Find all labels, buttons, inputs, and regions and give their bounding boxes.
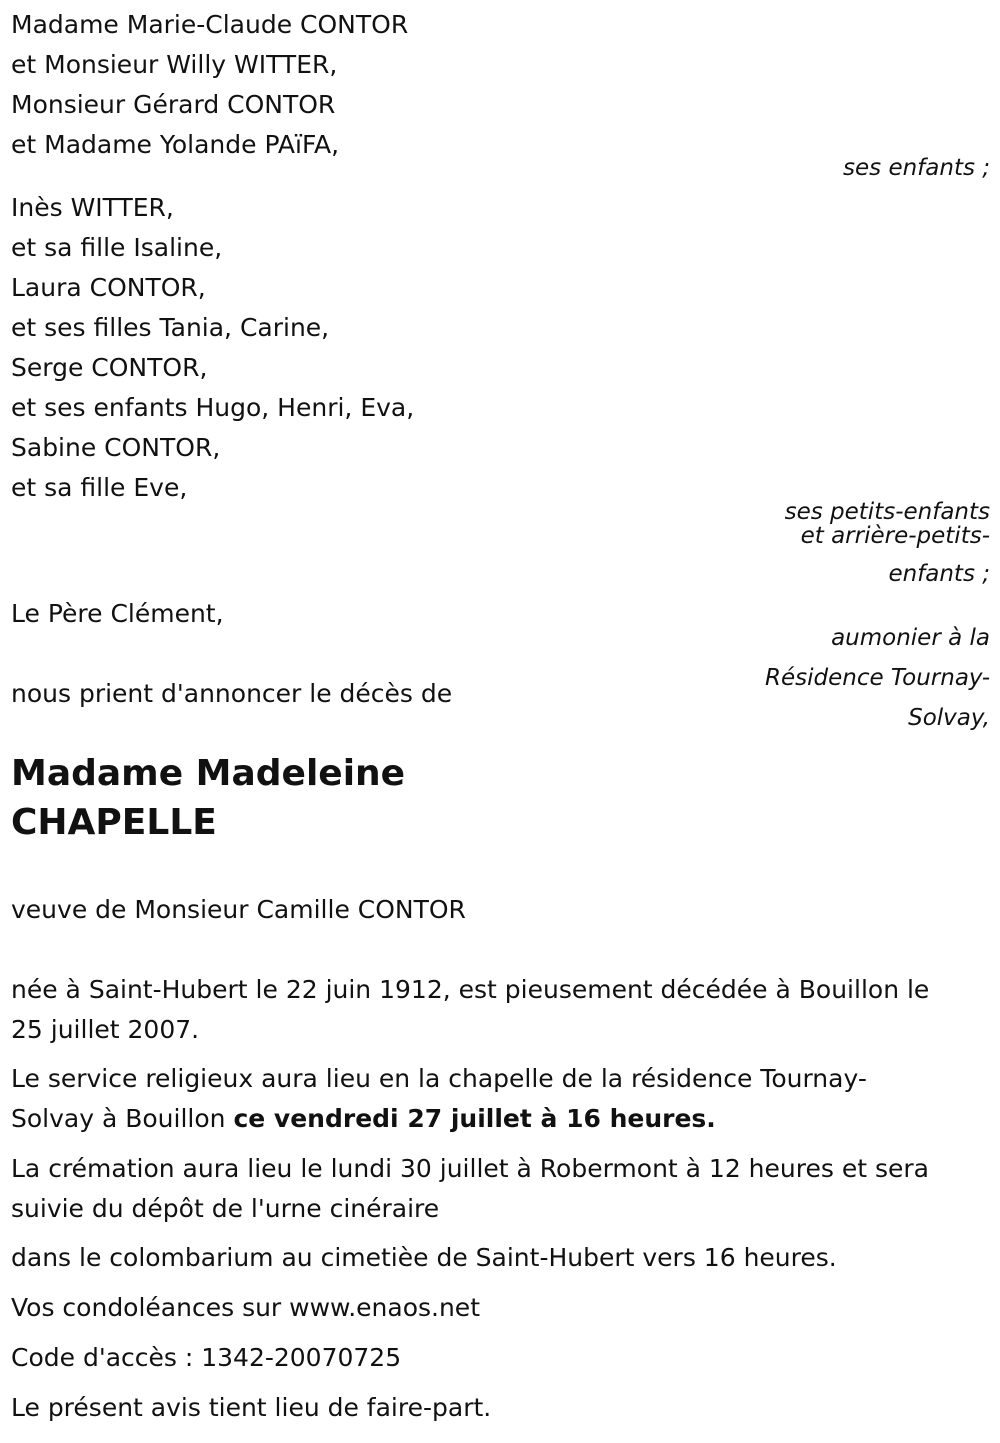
- deceased-name: Madame Madeleine: [11, 753, 406, 794]
- child-line: et Monsieur Willy WITTER,: [11, 50, 338, 79]
- columbarium-line: dans le colombarium au cimetièe de Saint-Hubert vers 16 heures.: [11, 1243, 837, 1272]
- service-line: [11, 1099, 716, 1139]
- grandchild-line: et ses filles Tania, Carine,: [11, 313, 330, 342]
- access-code: Code d'accès : 1342-20070725: [11, 1343, 402, 1372]
- birth-death: 25 juillet 2007.: [11, 1015, 200, 1044]
- grandchildren-role: ses petits-enfants: [784, 499, 990, 525]
- deceased-name: CHAPELLE: [11, 802, 217, 843]
- cremation-line: La crémation aura lieu le lundi 30 juillet à Robermont à 12 heures et sera: [11, 1154, 929, 1183]
- birth-death: née à Saint-Hubert le 22 juin 1912, est pieusement décédée à Bouillon le: [11, 975, 930, 1004]
- announce-line: nous prient d'annoncer le décès de: [11, 679, 453, 708]
- grandchild-line: Serge CONTOR,: [11, 353, 208, 382]
- closing-line: Le présent avis tient lieu de faire-part.: [11, 1393, 492, 1422]
- priest-role: aumonier à la: [831, 625, 990, 651]
- cremation-line: suivie du dépôt de l'urne cinéraire: [11, 1194, 440, 1223]
- grandchild-line: Sabine CONTOR,: [11, 433, 221, 462]
- grandchild-line: et sa fille Eve,: [11, 473, 188, 502]
- grandchild-line: et sa fille Isaline,: [11, 233, 223, 262]
- child-line: et Madame Yolande PAïFA,: [11, 130, 340, 159]
- grandchildren-role: et arrière-petits-: [800, 523, 990, 549]
- service-date: ce vendredi 27 juillet à 16 heures.: [233, 1104, 716, 1133]
- condolences-line: Vos condoléances sur www.enaos.net: [11, 1293, 480, 1322]
- children-role: ses enfants ;: [843, 155, 990, 181]
- grandchild-line: Inès WITTER,: [11, 193, 174, 222]
- grandchild-line: et ses enfants Hugo, Henri, Eva,: [11, 393, 415, 422]
- service-line: Le service religieux aura lieu en la chapelle de la résidence Tournay-: [11, 1064, 867, 1093]
- child-line: Madame Marie-Claude CONTOR: [11, 10, 409, 39]
- priest-name: Le Père Clément,: [11, 599, 224, 628]
- grandchild-line: Laura CONTOR,: [11, 273, 206, 302]
- priest-role: Résidence Tournay-: [764, 665, 990, 691]
- child-line: Monsieur Gérard CONTOR: [11, 90, 336, 119]
- widow-of: veuve de Monsieur Camille CONTOR: [11, 895, 466, 924]
- service-place: Solvay à Bouillon: [11, 1104, 234, 1133]
- grandchildren-role: enfants ;: [888, 561, 990, 587]
- priest-role: Solvay,: [908, 705, 990, 731]
